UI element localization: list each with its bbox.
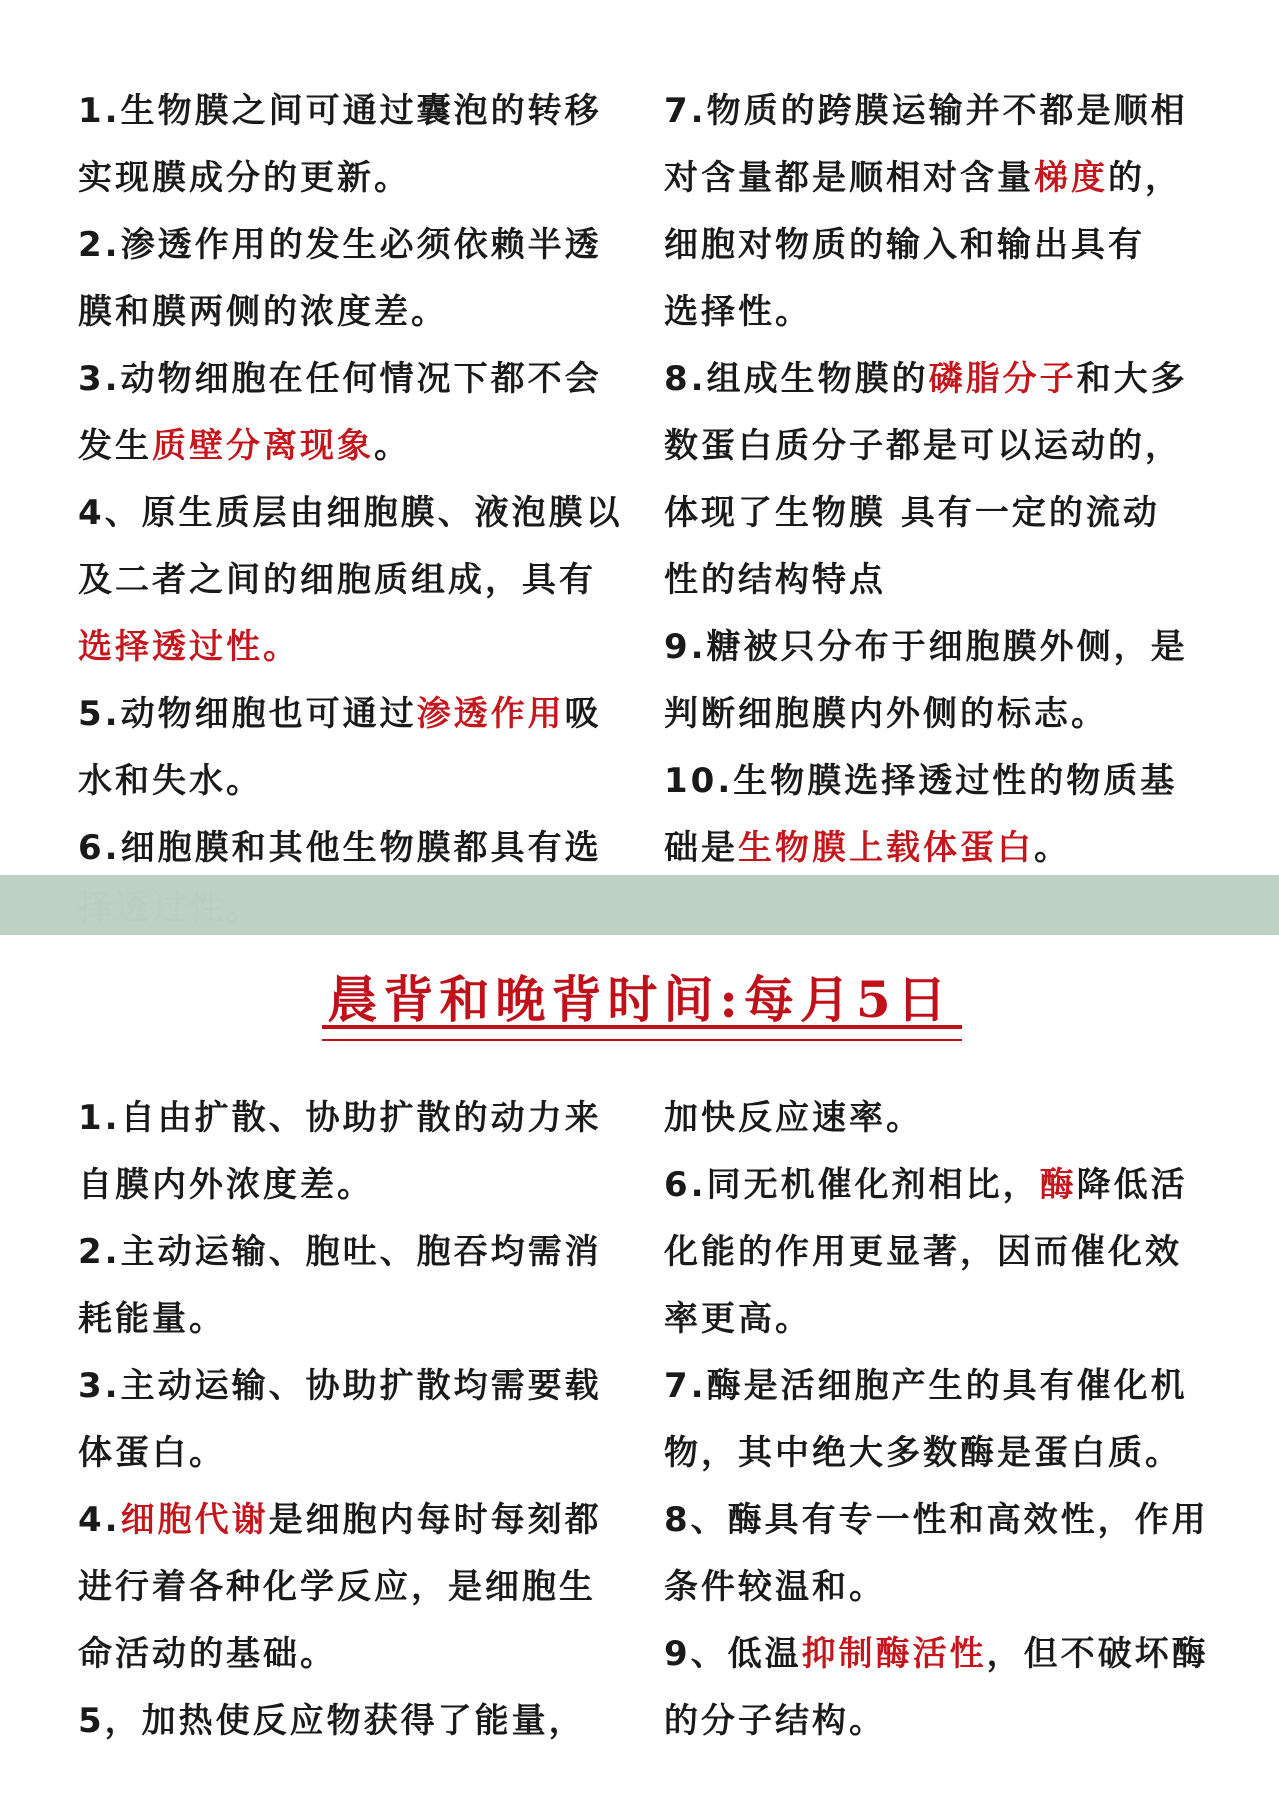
text-segment: 性的结构特点 <box>664 560 886 600</box>
text-segment: 吸 <box>564 694 602 734</box>
text-segment: 2.渗透作用的发生必须依赖半透 <box>78 225 602 265</box>
bottom-study-sheet <box>0 930 1279 1809</box>
text-line <box>664 1286 1204 1353</box>
text-segment: 实现膜成分的更新。 <box>78 158 411 198</box>
text-segment: 及二者之间的细胞质组成，具有 <box>78 560 596 600</box>
top-study-sheet <box>0 0 1279 875</box>
text-segment: 7.物质的跨膜运输并不都是顺相 <box>664 91 1188 131</box>
text-segment: 9.糖被只分布于细胞膜外侧，是 <box>664 627 1188 667</box>
text-segment: 率更高。 <box>664 1299 812 1339</box>
text-line <box>664 279 1204 346</box>
highlighted-term: 渗透作用 <box>416 694 565 734</box>
text-segment: 8.组成生物膜的 <box>664 359 929 399</box>
text-line <box>78 212 618 279</box>
text-segment: 3.动物细胞在任何情况下都不会 <box>78 359 602 399</box>
highlighted-term: 梯度 <box>1034 158 1108 198</box>
text-line <box>664 1353 1204 1420</box>
text-segment: 加快反应速率。 <box>664 1098 923 1138</box>
text-line <box>78 1286 618 1353</box>
text-segment: 8、酶具有专一性和高效性，作用 <box>664 1500 1209 1540</box>
text-line <box>664 1219 1204 1286</box>
text-segment: 发生 <box>78 426 152 466</box>
text-line <box>78 1219 618 1286</box>
text-segment: 10.生物膜选择透过性的物质基 <box>664 761 1178 801</box>
text-segment: 选择性。 <box>664 292 812 332</box>
highlighted-term: 选择透过性。 <box>78 627 300 667</box>
text-segment: 2.主动运输、胞吐、胞吞均需消 <box>78 1232 602 1272</box>
highlighted-term: 生物膜上载体蛋白 <box>738 828 1034 868</box>
text-line <box>664 78 1204 145</box>
text-segment: 条件较温和。 <box>664 1567 886 1607</box>
text-line <box>78 547 618 614</box>
text-segment: 1.生物膜之间可通过囊泡的转移 <box>78 91 602 131</box>
text-line <box>664 1621 1209 1688</box>
text-segment: 6.细胞膜和其他生物膜都具有选 <box>78 828 602 868</box>
text-line <box>664 1085 1204 1152</box>
text-segment: 是细胞内每时每刻都 <box>268 1500 602 1540</box>
text-segment: 5，加热使反应物获得了能量， <box>78 1701 586 1741</box>
text-segment: 物，其中绝大多数酶是蛋白质。 <box>664 1433 1182 1473</box>
text-line <box>664 1420 1204 1487</box>
text-segment: 自膜内外浓度差。 <box>78 1165 374 1205</box>
top-left-column <box>78 78 623 882</box>
text-segment: 进行着各种化学反应，是细胞生 <box>78 1567 596 1607</box>
text-line <box>664 1487 1209 1554</box>
text-line <box>78 1420 618 1487</box>
bottom-right-column <box>664 1085 1209 1755</box>
text-segment: 9、低温 <box>664 1634 802 1674</box>
text-segment: 4. <box>78 1500 121 1540</box>
text-line <box>78 748 618 815</box>
text-line <box>664 1152 1204 1219</box>
text-line <box>78 413 618 480</box>
text-line <box>664 413 1204 480</box>
text-line <box>78 815 618 882</box>
text-segment: 础是 <box>664 828 738 868</box>
text-line <box>664 815 1204 882</box>
text-segment: 5.动物细胞也可通过 <box>78 694 417 734</box>
highlighted-term: 质壁分离现象 <box>152 426 374 466</box>
text-line <box>78 614 618 681</box>
text-segment: 细胞对物质的输入和输出具有 <box>664 225 1145 265</box>
text-segment: 水和失水。 <box>78 761 263 801</box>
sheet-title: 晨背和晚背时间:每月5日 <box>327 970 953 1029</box>
text-line <box>664 681 1204 748</box>
text-line <box>78 346 618 413</box>
text-segment: 的， <box>1108 158 1182 198</box>
highlighted-term: 抑制酶活性 <box>801 1634 987 1674</box>
text-line <box>78 1554 618 1621</box>
text-segment: 1.自由扩散、协助扩散的动力来 <box>78 1098 602 1138</box>
text-segment: 数蛋白质分子都是可以运动的， <box>664 426 1182 466</box>
text-segment: 和大多 <box>1076 359 1188 399</box>
text-segment: 。 <box>374 426 411 466</box>
text-line <box>78 78 618 145</box>
text-line <box>664 1688 1204 1755</box>
text-segment: 体现了生物膜 具有一定的流动 <box>664 493 1160 533</box>
text-segment: 耗能量。 <box>78 1299 226 1339</box>
text-segment: 。 <box>1034 828 1071 868</box>
highlighted-term: 酶 <box>1039 1165 1077 1205</box>
text-segment: 降低活 <box>1076 1165 1188 1205</box>
text-line <box>664 547 1204 614</box>
text-line <box>78 1353 618 1420</box>
overlay-banner <box>0 875 1279 935</box>
text-segment: 体蛋白。 <box>78 1433 226 1473</box>
text-line <box>78 681 618 748</box>
text-line <box>78 1085 618 1152</box>
text-segment: 判断细胞膜内外侧的标志。 <box>664 694 1108 734</box>
text-segment: 化能的作用更显著，因而催化效 <box>664 1232 1182 1272</box>
text-segment: ，但不破坏酶 <box>986 1634 1209 1674</box>
highlighted-term: 磷脂分子 <box>928 359 1077 399</box>
text-segment: 膜和膜两侧的浓度差。 <box>78 292 448 332</box>
text-line <box>78 279 618 346</box>
text-line <box>78 1688 618 1755</box>
highlighted-term: 细胞代谢 <box>120 1500 269 1540</box>
text-segment: 对含量都是顺相对含量 <box>664 158 1034 198</box>
text-line <box>664 346 1204 413</box>
bottom-left-column <box>78 1085 618 1755</box>
text-line <box>78 1487 618 1554</box>
text-segment: 命活动的基础。 <box>78 1634 337 1674</box>
text-line <box>78 1152 618 1219</box>
text-line <box>664 614 1204 681</box>
top-right-column <box>664 78 1204 882</box>
text-line <box>78 480 623 547</box>
text-line <box>664 748 1204 815</box>
text-segment: 6.同无机催化剂相比， <box>664 1165 1040 1205</box>
text-segment: 的分子结构。 <box>664 1701 886 1741</box>
text-segment: 3.主动运输、协助扩散均需要载 <box>78 1366 602 1406</box>
text-line <box>664 1554 1204 1621</box>
text-line <box>78 1621 618 1688</box>
text-line <box>664 480 1204 547</box>
text-line <box>664 145 1204 212</box>
text-line <box>664 212 1204 279</box>
text-line <box>78 145 618 212</box>
text-segment: 7.酶是活细胞产生的具有催化机 <box>664 1366 1188 1406</box>
text-segment: 4、原生质层由细胞膜、液泡膜以 <box>78 493 623 533</box>
